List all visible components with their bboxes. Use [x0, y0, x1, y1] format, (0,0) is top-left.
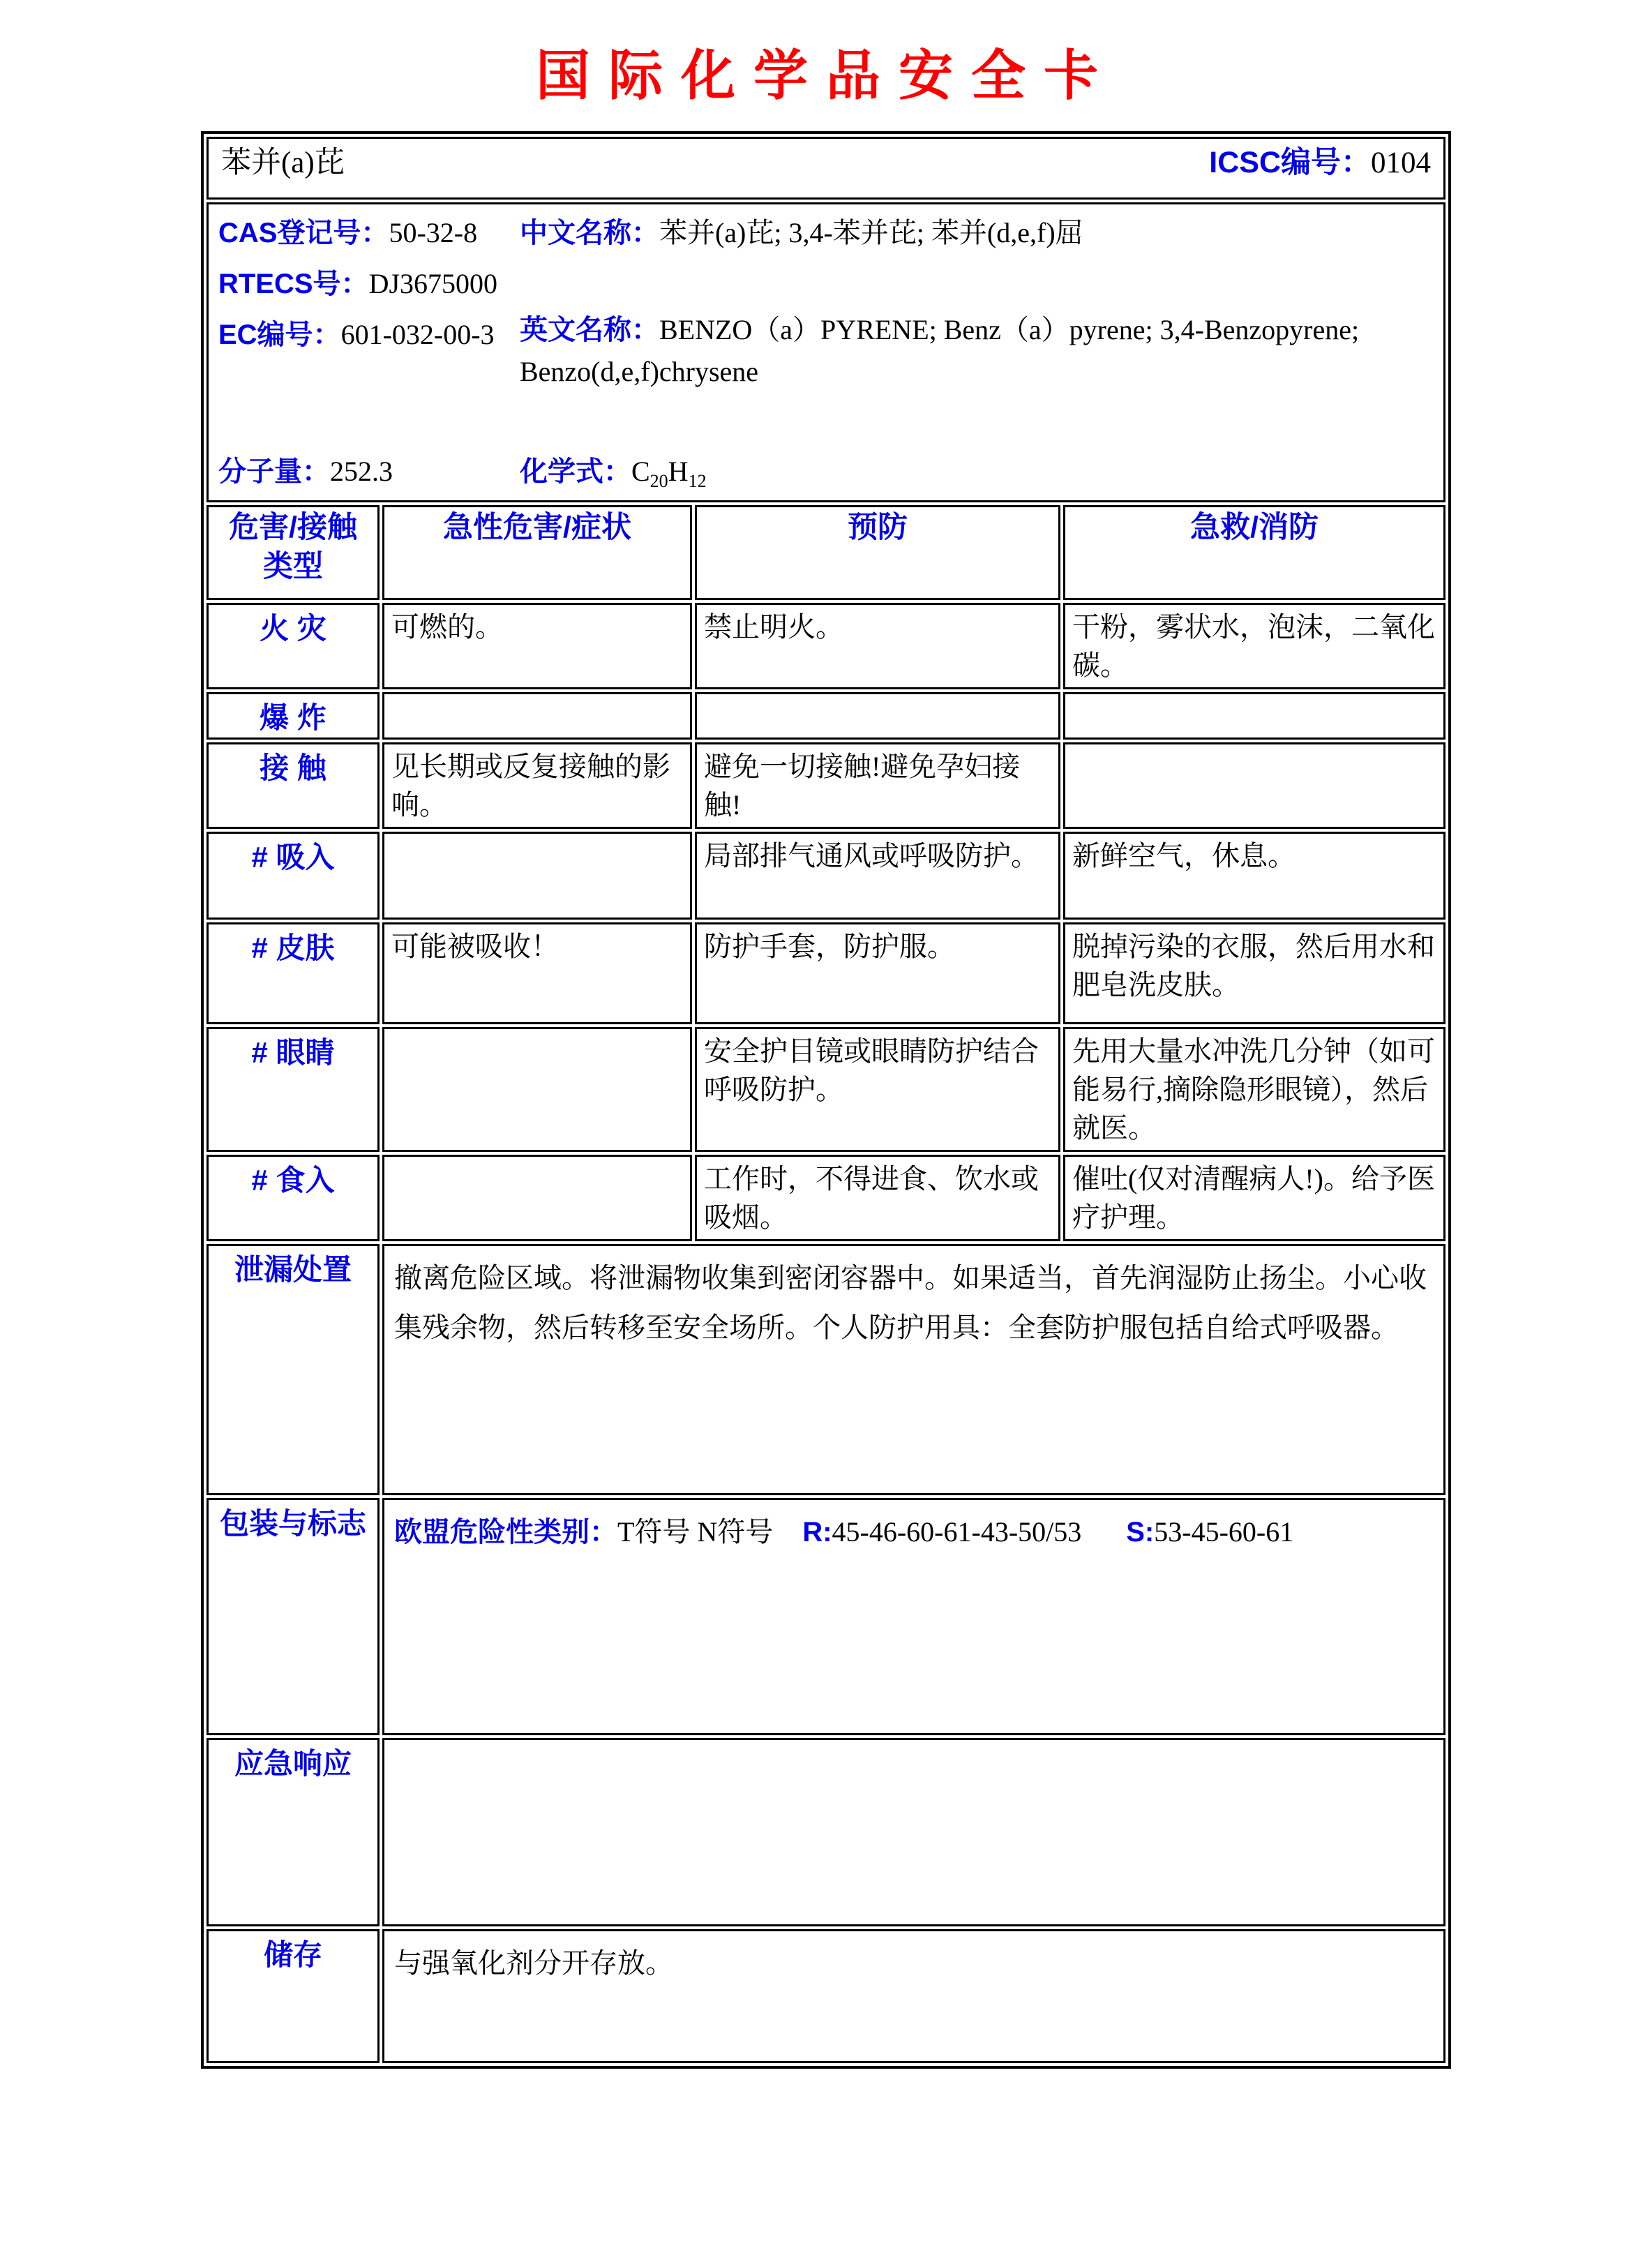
packaging-label: 包装与标志	[206, 1498, 380, 1735]
row-explosion-label: 爆 炸	[206, 692, 380, 740]
row-fire	[206, 603, 1446, 689]
row-packaging-labelling	[206, 1498, 1446, 1735]
row-skin-firstaid: 脱掉污染的衣服，然后用水和肥皂洗皮肤。	[1063, 922, 1446, 1024]
row-explosion-prevention	[695, 692, 1060, 740]
row-inhalation-symptoms	[382, 832, 692, 920]
row-skin	[206, 922, 1446, 1024]
packaging-text	[382, 1498, 1446, 1735]
r-phrases-label: R:	[802, 1517, 832, 1548]
row-exposure-firstaid	[1063, 742, 1446, 829]
row-eyes-firstaid: 先用大量水冲洗几分钟（如可能易行,摘除隐形眼镜），然后就医。	[1063, 1027, 1446, 1152]
row-emergency-response	[206, 1738, 1446, 1926]
molecular-row	[218, 454, 1435, 489]
registry-ids-block	[218, 216, 520, 393]
eu-hazard-class-label: 欧盟危险性类别：	[393, 1517, 617, 1548]
row-exposure-symptoms: 见长期或反复接触的影响。	[382, 742, 692, 829]
name-row	[206, 137, 1446, 200]
cas-line: CAS登记号：50-32-8	[218, 217, 478, 248]
row-explosion-symptoms	[382, 692, 692, 740]
ec-line: EC编号：601-032-00-3	[218, 319, 495, 350]
row-skin-symptoms: 可能被吸收！	[382, 922, 692, 1024]
eu-hazard-symbols: T符号 N符号	[617, 1516, 774, 1548]
row-eyes-label: # 眼睛	[206, 1027, 380, 1152]
row-spill-disposal	[206, 1244, 1446, 1495]
row-eyes-prevention: 安全护目镜或眼睛防护结合呼吸防护。	[695, 1027, 1060, 1152]
row-fire-firstaid: 干粉，雾状水，泡沫，二氧化碳。	[1063, 603, 1446, 689]
row-eyes	[206, 1027, 1446, 1152]
chemical-name: 苯并(a)芘	[220, 147, 345, 179]
icsc-label: ICSC编号：	[1209, 146, 1372, 179]
icsc-number-group	[1209, 139, 1431, 181]
spill-label: 泄漏处置	[206, 1244, 380, 1495]
identifiers-row	[206, 202, 1446, 502]
row-exposure	[206, 742, 1446, 829]
storage-label: 储存	[206, 1929, 380, 2063]
row-explosion	[206, 692, 1446, 740]
row-ingestion-prevention: 工作时，不得进食、饮水或吸烟。	[695, 1155, 1060, 1241]
row-inhalation-label: # 吸入	[206, 832, 380, 920]
chinese-name-line: 中文名称：苯并(a)芘; 3,4-苯并芘; 苯并(d,e,f)屈	[519, 217, 1083, 248]
icsc-number: 0104	[1371, 147, 1432, 179]
storage-text: 与强氧化剂分开存放。	[382, 1929, 1446, 2063]
row-storage	[206, 1929, 1446, 2063]
row-explosion-firstaid	[1063, 692, 1446, 740]
row-ingestion-firstaid: 催吐(仅对清醒病人!)。给予医疗护理。	[1063, 1155, 1446, 1241]
row-ingestion-label: # 食入	[206, 1155, 380, 1241]
emergency-text	[382, 1738, 1446, 1926]
r-phrases-value: 45-46-60-61-43-50/53	[832, 1516, 1082, 1548]
row-skin-label: # 皮肤	[206, 922, 380, 1024]
row-ingestion-symptoms	[382, 1155, 692, 1241]
s-phrases-value: 53-45-60-61	[1154, 1516, 1294, 1548]
row-inhalation-prevention: 局部排气通风或呼吸防护。	[695, 832, 1060, 920]
row-fire-label: 火 灾	[206, 603, 380, 689]
row-exposure-label: 接 触	[206, 742, 380, 829]
emergency-label: 应急响应	[206, 1738, 380, 1926]
s-phrases-label: S:	[1126, 1517, 1155, 1548]
hazard-header-row	[206, 505, 1446, 600]
molecular-weight-line: 分子量：252.3	[218, 456, 393, 487]
row-inhalation-firstaid: 新鲜空气，休息。	[1063, 832, 1446, 920]
row-fire-symptoms: 可燃的。	[382, 603, 692, 689]
header-prevention: 预防	[695, 505, 1060, 600]
page-title: 国际化学品安全卡	[535, 44, 1116, 107]
spill-text: 撤离危险区域。将泄漏物收集到密闭容器中。如果适当，首先润湿防止扬尘。小心收集残余物，然后转移至安全场所。个人防护用具：全套防护服包括自给式呼吸器。	[382, 1244, 1446, 1495]
row-fire-prevention: 禁止明火。	[695, 603, 1060, 689]
header-symptoms: 急性危害/症状	[382, 505, 692, 600]
row-ingestion	[206, 1155, 1446, 1241]
header-firstaid: 急救/消防	[1063, 505, 1446, 600]
row-eyes-symptoms	[382, 1027, 692, 1152]
header-hazard-type: 危害/接触 类型	[206, 505, 380, 600]
rtecs-line: RTECS号：DJ3675000	[218, 268, 498, 299]
row-exposure-prevention: 避免一切接触!避免孕妇接触!	[695, 742, 1060, 829]
row-skin-prevention: 防护手套，防护服。	[695, 922, 1060, 1024]
formula-line: 化学式：$C_{20}H_{12}$	[519, 456, 707, 491]
names-block	[520, 216, 1435, 393]
icsc-card-table	[201, 131, 1451, 2069]
english-name-line: 英文名称：BENZO（a）PYRENE; Benz（a）pyrene; 3,4-Benzopyrene; Benzo(d,e,f)chrysene	[519, 314, 1360, 387]
row-inhalation	[206, 832, 1446, 920]
